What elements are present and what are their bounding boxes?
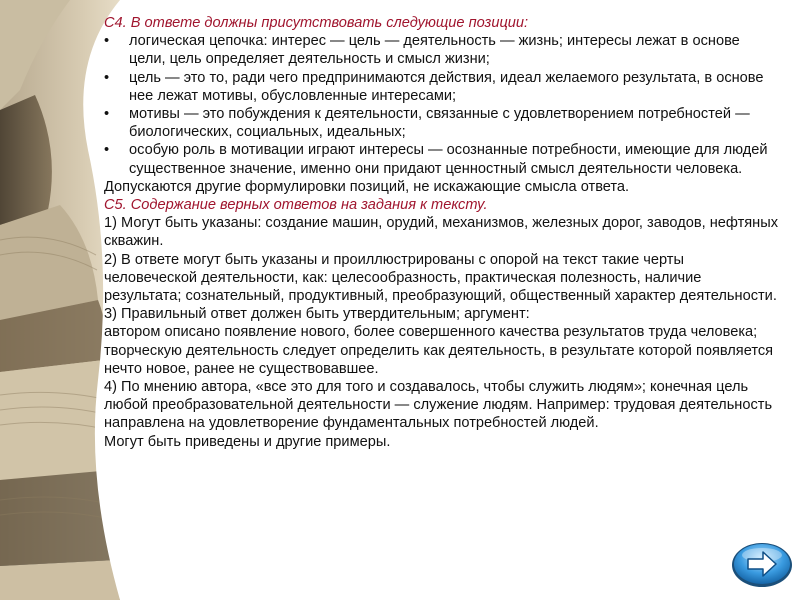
c4-bullet-list [104, 32, 780, 178]
list-item-text: цель — это то, ради чего предпринимаются действия, идеал желаемого результата, в основе нее лежат мотивы, обусловленные интересами; [129, 69, 764, 104]
bullet-icon: • [104, 142, 110, 159]
bullet-icon: • [104, 33, 110, 50]
list-item [104, 32, 780, 68]
c5-item-3: 3) Правильный ответ должен быть утвердительным; аргумент: [104, 306, 530, 323]
list-item [104, 141, 780, 177]
c5-argument-2: творческую деятельность следует определить как деятельность, в результате которой появляется нечто новое, ранее не существовавшее. [104, 342, 774, 377]
c5-argument-1: автором описано появление нового, более совершенного качества результатов труда человека; [104, 324, 758, 341]
c5-heading: С5. Содержание верных ответов на задания к тексту. [104, 197, 488, 214]
list-item [104, 69, 780, 105]
c5-other-examples: Могут быть приведены и другие примеры. [104, 433, 391, 450]
c4-note: Допускаются другие формулировки позиций, не искажающие смысла ответа. [104, 178, 630, 195]
list-item-text: мотивы — это побуждения к деятельности, связанные с удовлетворением потребностей — биологических, социальных, идеальных; [129, 106, 750, 141]
list-item [104, 105, 780, 141]
bullet-icon: • [104, 69, 110, 86]
c5-item-1: 1) Могут быть указаны: создание машин, орудий, механизмов, железных дорог, заводов, нефтяных скважин. [104, 215, 779, 250]
bullet-icon: • [104, 106, 110, 123]
c5-item-2: 2) В ответе могут быть указаны и проиллюстрированы с опорой на текст такие черты человеческой деятельности, как: целесообразность, практическая полезность, наличие результата; сознательный, продуктивный, преобразующий, общественный характер деятельности. [104, 251, 777, 305]
c4-heading: С4. В ответе должны присутствовать следующие позиции: [104, 15, 529, 31]
next-slide-button[interactable] [730, 540, 794, 590]
list-item-text: логическая цепочка: интерес — цель — деятельность — жизнь; интересы лежат в основе цели, цель определяет деятельность и смысл жизни; [129, 33, 740, 68]
answer-content [104, 14, 780, 451]
list-item-text: особую роль в мотивации играют интересы — осознанные потребности, имеющие для людей существенное значение, именно они придают ценностный смысл деятельности человека. [129, 142, 768, 177]
c5-item-4: 4) По мнению автора, «все это для того и создавалось, чтобы служить людям»; конечная цель любой преобразовательной деятельности — служение людям. Например: трудовая деятельность направлена на удовлетворение фундаментальных потребностей людей. [104, 379, 773, 432]
